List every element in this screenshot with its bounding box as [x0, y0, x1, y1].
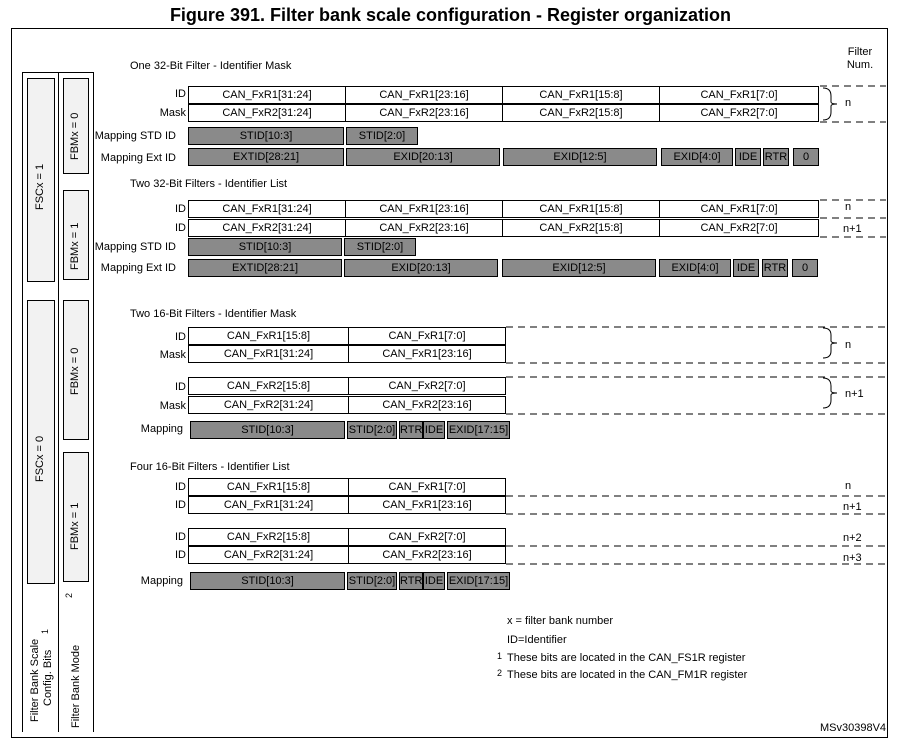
filter-num-header-text: Filter Num.: [846, 46, 874, 71]
s4-id2-cell: CAN_FxR1[23:16]: [348, 496, 506, 514]
s1-std-field: STID[2:0]: [346, 127, 418, 145]
filter-num-label: n+1: [843, 501, 862, 513]
s1-ext-field: RTR: [763, 148, 789, 166]
s1-id-cell: CAN_FxR1[23:16]: [345, 86, 503, 104]
s2-id1-cell: CAN_FxR1[15:8]: [502, 200, 660, 218]
section-title-two-16bit-mask: Two 16-Bit Filters - Identifier Mask: [130, 308, 297, 320]
fbmx1-label-b: FBMx = 1: [69, 502, 81, 550]
s4-id3-cell: CAN_FxR2[15:8]: [188, 528, 349, 546]
row-label-id: ID: [175, 499, 186, 511]
s2-id2-cell: CAN_FxR2[15:8]: [502, 219, 660, 237]
filter-num-label: n: [845, 97, 852, 109]
row-label-id: ID: [175, 222, 186, 234]
row-label-mask: Mask: [159, 349, 186, 361]
footnote-1-number: 1: [497, 651, 503, 661]
fbmx0-label-b: FBMx = 0: [69, 347, 81, 395]
scale-caption-line2: Config. Bits: [42, 649, 54, 706]
row-label-map-ext: Mapping Ext ID: [100, 152, 176, 164]
filter-num-label: n: [845, 201, 852, 213]
footnote-id: ID=Identifier: [507, 634, 567, 646]
s4-map-field: RTR: [399, 572, 423, 590]
s3-mask1-cell: CAN_FxR1[23:16]: [348, 345, 506, 363]
mode-caption-sup: 2: [64, 592, 74, 598]
footnote-x: x = filter bank number: [507, 615, 614, 627]
row-label-id: ID: [175, 203, 186, 215]
s3-mask2-cell: CAN_FxR2[23:16]: [348, 396, 506, 414]
s2-ext-field: 0: [792, 259, 818, 277]
row-label-id: ID: [175, 549, 186, 561]
s1-ext-field: 0: [793, 148, 819, 166]
s2-std-field: STID[10:3]: [188, 238, 342, 256]
s2-id1-cell: CAN_FxR1[23:16]: [345, 200, 503, 218]
s4-map-field: STID[10:3]: [190, 572, 345, 590]
footnote-1: These bits are located in the CAN_FS1R register: [507, 652, 746, 664]
s3-map-field: STID[2:0]: [347, 421, 397, 439]
s2-id2-cell: CAN_FxR2[7:0]: [659, 219, 819, 237]
s3-map-field: EXID[17:15]: [447, 421, 510, 439]
figure-reference: MSv30398V4: [820, 722, 887, 734]
s4-map-field: IDE: [423, 572, 445, 590]
s4-id4-cell: CAN_FxR2[23:16]: [348, 546, 506, 564]
s2-ext-field: EXID[12:5]: [502, 259, 656, 277]
s4-id1-cell: CAN_FxR1[7:0]: [348, 478, 506, 496]
s1-ext-field: EXTID[28:21]: [188, 148, 344, 166]
s1-id-cell: CAN_FxR1[7:0]: [659, 86, 819, 104]
s4-id2-cell: CAN_FxR1[31:24]: [188, 496, 349, 514]
footnote-2: These bits are located in the CAN_FM1R register: [507, 669, 748, 681]
footnote-2-number: 2: [497, 668, 503, 678]
s2-id1-cell: CAN_FxR1[31:24]: [188, 200, 346, 218]
s2-id2-cell: CAN_FxR2[23:16]: [345, 219, 503, 237]
s1-id-cell: CAN_FxR1[31:24]: [188, 86, 346, 104]
fscx1-label: FSCx = 1: [34, 163, 46, 210]
fscx0-label: FSCx = 0: [34, 435, 46, 482]
filter-num-label: n+3: [843, 552, 862, 564]
row-label-id: ID: [175, 331, 186, 343]
s1-ext-field: EXID[20:13]: [346, 148, 500, 166]
s1-ext-field: IDE: [735, 148, 761, 166]
scale-caption-line1: Filter Bank Scale: [29, 638, 41, 722]
s1-mask-cell: CAN_FxR2[31:24]: [188, 104, 346, 122]
row-label-mask: Mask: [159, 400, 186, 412]
s3-map-field: IDE: [423, 421, 445, 439]
row-label-mask: Mask: [159, 107, 186, 119]
s3-mask1-cell: CAN_FxR1[31:24]: [188, 345, 349, 363]
row-label-map-std: Mapping STD ID: [94, 241, 176, 253]
row-label-mapping: Mapping: [140, 423, 183, 435]
fbmx1-label-a: FBMx = 1: [69, 222, 81, 270]
s4-id3-cell: CAN_FxR2[7:0]: [348, 528, 506, 546]
row-label-id: ID: [175, 381, 186, 393]
s4-id1-cell: CAN_FxR1[15:8]: [188, 478, 349, 496]
fbmx0-label-a: FBMx = 0: [69, 112, 81, 160]
s1-mask-cell: CAN_FxR2[15:8]: [502, 104, 660, 122]
filter-num-label: n+2: [843, 532, 862, 544]
s2-ext-field: EXID[20:13]: [344, 259, 498, 277]
s3-id2-cell: CAN_FxR2[15:8]: [188, 377, 349, 395]
s3-map-field: STID[10:3]: [190, 421, 345, 439]
s4-map-field: EXID[17:15]: [447, 572, 510, 590]
filter-num-label: n: [845, 339, 852, 351]
s2-id1-cell: CAN_FxR1[7:0]: [659, 200, 819, 218]
s4-id4-cell: CAN_FxR2[31:24]: [188, 546, 349, 564]
s3-id1-cell: CAN_FxR1[7:0]: [348, 327, 506, 345]
section-title-two-32bit-list: Two 32-Bit Filters - Identifier List: [130, 178, 288, 190]
s1-ext-field: EXID[4:0]: [661, 148, 733, 166]
section-title-one-32bit-mask: One 32-Bit Filter - Identifier Mask: [130, 60, 292, 72]
s4-map-field: STID[2:0]: [347, 572, 397, 590]
row-label-mapping: Mapping: [140, 575, 183, 587]
scale-caption-sup: 1: [40, 628, 50, 634]
s2-ext-field: EXTID[28:21]: [188, 259, 342, 277]
s1-id-cell: CAN_FxR1[15:8]: [502, 86, 660, 104]
row-label-map-std: Mapping STD ID: [94, 130, 176, 142]
s3-id2-cell: CAN_FxR2[7:0]: [348, 377, 506, 395]
figure-title: Figure 391. Filter bank scale configuration - Register organization: [169, 5, 732, 25]
s1-mask-cell: CAN_FxR2[23:16]: [345, 104, 503, 122]
row-label-id: ID: [175, 481, 186, 493]
s3-mask2-cell: CAN_FxR2[31:24]: [188, 396, 349, 414]
s2-id2-cell: CAN_FxR2[31:24]: [188, 219, 346, 237]
s2-ext-field: RTR: [762, 259, 788, 277]
s1-mask-cell: CAN_FxR2[7:0]: [659, 104, 819, 122]
section-title-four-16bit-list: Four 16-Bit Filters - Identifier List: [130, 461, 290, 473]
filter-num-label: n+1: [845, 388, 864, 400]
s1-std-field: STID[10:3]: [188, 127, 344, 145]
s3-id1-cell: CAN_FxR1[15:8]: [188, 327, 349, 345]
filter-num-label: n: [845, 480, 852, 492]
s1-ext-field: EXID[12:5]: [503, 148, 657, 166]
row-label-id: ID: [175, 531, 186, 543]
row-label-map-ext: Mapping Ext ID: [100, 262, 176, 274]
s2-std-field: STID[2:0]: [344, 238, 416, 256]
row-label-id: ID: [175, 88, 186, 100]
filter-num-label: n+1: [843, 223, 862, 235]
s2-ext-field: IDE: [733, 259, 759, 277]
mode-caption: Filter Bank Mode: [70, 644, 82, 728]
s3-map-field: RTR: [399, 421, 423, 439]
s2-ext-field: EXID[4:0]: [659, 259, 731, 277]
